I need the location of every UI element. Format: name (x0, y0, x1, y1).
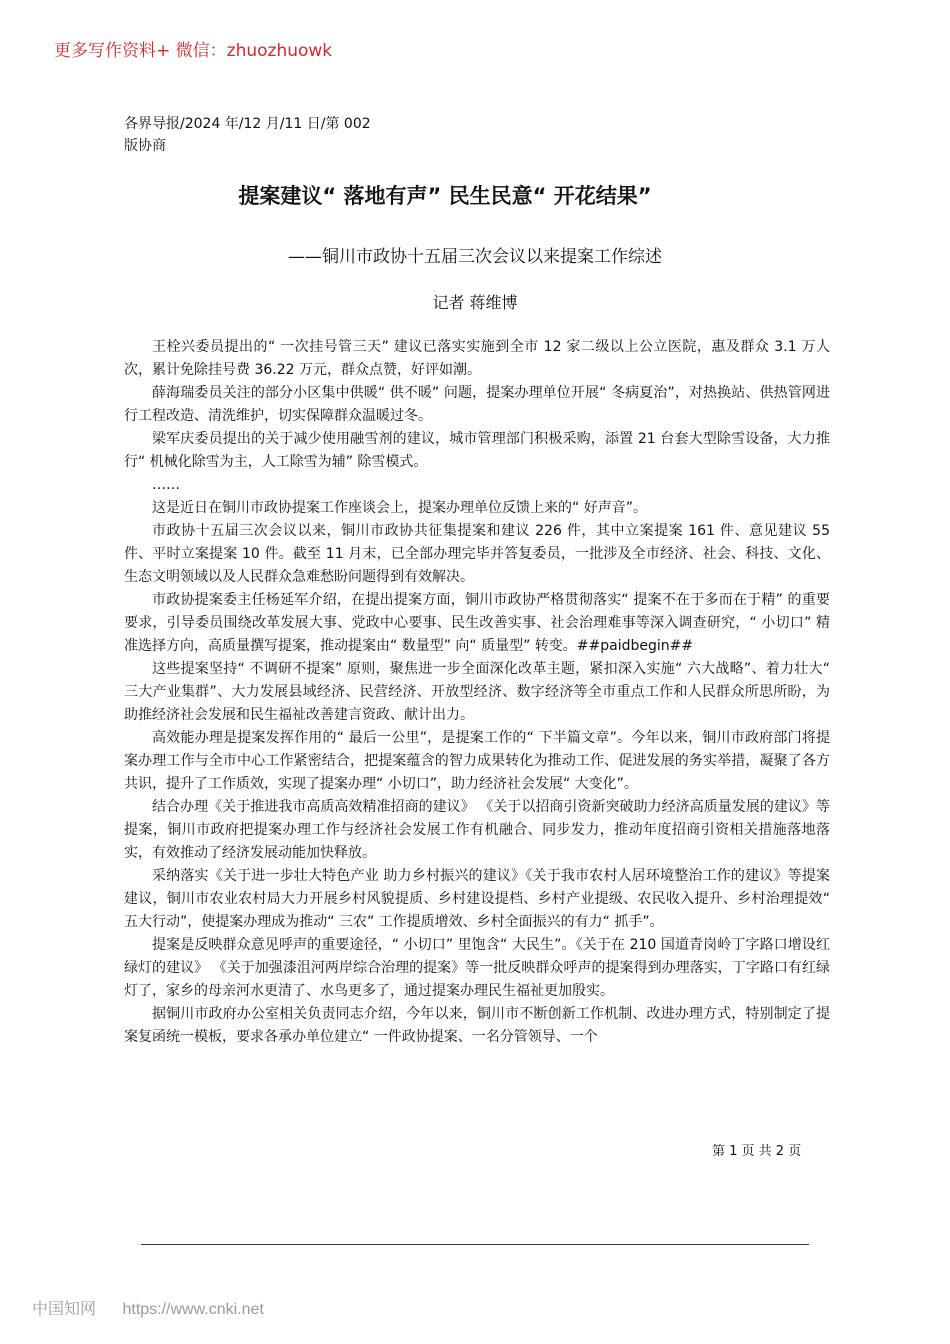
footer-divider (141, 1244, 809, 1245)
article-meta (124, 113, 371, 157)
paragraph: 高效能办理是提案发挥作用的“ 最后一公里”，是提案工作的“ 下半篇文章”。今年以来，铜川市政府部门将提案办理工作与全市中心工作紧密结合，把提案蕴含的智力成果转化为推动工作、促进发展的务实举措，凝聚了各方共识，提升了工作质效，实现了提案办理“ 小切口”，助力经济社会发展“ 大变化”。 (124, 730, 830, 792)
paragraph: 结合办理《关于推进我市高质高效精准招商的建议》 《关于以招商引资新突破助力经济高质量发展的建议》等提案，铜川市政府把提案办理工作与经济社会发展工作有机融合、同步发力，推动年度招商引资相关措施落地落实，有效推动了经济发展动能加快释放。 (124, 799, 830, 861)
paragraph: 据铜川市政府办公室相关负责同志介绍，今年以来，铜川市不断创新工作机制、改进办理方式，特别制定了提案复函统一模板，要求各承办单位建立“ 一件政协提案、一名分管领导、一个 (124, 1006, 830, 1045)
paragraph: 市政协十五届三次会议以来，铜川市政协共征集提案和建议 226 件，其中立案提案 161 件、意见建议 55 件、平时立案提案 10 件。截至 11 月末，已全部办理完毕并答复委员，一批涉及全市经济、社会、科技、文化、生态文明领域以及人民群众急难愁盼问题得到有效解决。 (124, 523, 830, 585)
footer-brand: 中国知网 (32, 1301, 97, 1318)
paragraph: 提案是反映群众意见呼声的重要途径，“ 小切口” 里饱含“ 大民生”。《关于在 210 国道青岗岭丁字路口增设红绿灯的建议》 《关于加强漆沮河两岸综合治理的提案》等一批反映群众呼声的提案得到办理落实，丁字路口有红绿灯了，家乡的母亲河水更清了、水鸟更多了，通过提案办理民生福祉更加殷实。 (124, 937, 830, 999)
promo-banner: 更多写作资料+ 微信：zhuozhuowk (54, 41, 333, 61)
watermark-footer (32, 1296, 286, 1319)
page-number: 第 1 页 共 2 页 (712, 1144, 802, 1159)
byline: 记者 蒋维博 (432, 293, 518, 312)
paragraph: 梁军庆委员提出的关于减少使用融雪剂的建议，城市管理部门积极采购，添置 21 台套大型除雪设备，大力推行“ 机械化除雪为主，人工除雪为辅” 除雪模式。 (124, 431, 830, 470)
paragraph: 采纳落实《关于进一步壮大特色产业 助力乡村振兴的建议》《关于我市农村人居环境整治工作的建议》等提案建议，铜川市农业农村局大力开展乡村风貌提质、乡村建设提档、乡村产业提级、农民收入提升、乡村治理提效“ 五大行动”，使提案办理成为推动“ 三农” 工作提质增效、乡村全面振兴的有力“ 抓手”。 (124, 868, 830, 930)
paragraph: 王栓兴委员提出的“ 一次挂号管三天” 建议已落实实施到全市 12 家二级以上公立医院，惠及群众 3.1 万人次，累计免除挂号费 36.22 万元，群众点赞，好评如潮。 (124, 339, 830, 378)
article-body (124, 336, 830, 1049)
footer-url: https://www.cnki.net (122, 1301, 264, 1318)
paragraph: 这是近日在铜川市政协提案工作座谈会上，提案办理单位反馈上来的“ 好声音”。 (152, 500, 647, 516)
paragraph: 市政协提案委主任杨延军介绍，在提出提案方面，铜川市政协严格贯彻落实“ 提案不在于多而在于精” 的重要要求，引导委员围绕改革发展大事、党政中心要事、民生改善实事、社会治理难事等深入调查研究，“ 小切口” 精准选择方向，高质量撰写提案，推动提案由“ 数量型” 向“ 质量型” 转变。##paidbegin## (124, 592, 830, 654)
source-line: 各界导报/2024 年/12 月/11 日/第 002 (124, 116, 371, 132)
paragraph: 这些提案坚持“ 不调研不提案” 原则，聚焦进一步全面深化改革主题，紧扣深入实施“ 六大战略”、着力壮大“ 三大产业集群”、大力发展县域经济、民营经济、开放型经济、数字经济等全市重点工作和人民群众所思所盼，为助推经济社会发展和民生福祉改善建言资政、献计出力。 (124, 661, 830, 723)
section-line: 版协商 (124, 138, 166, 154)
ellipsis-paragraph: …… (152, 477, 180, 493)
article-subtitle: ——铜川市政协十五届三次会议以来提案工作综述 (288, 247, 662, 267)
article-title: 提案建议“ 落地有声” 民生民意“ 开花结果” (238, 184, 652, 208)
paragraph: 薛海瑞委员关注的部分小区集中供暖“ 供不暖” 问题，提案办理单位开展“ 冬病夏治”，对热换站、供热管网进行工程改造、清洗维护，切实保障群众温暖过冬。 (124, 385, 830, 424)
